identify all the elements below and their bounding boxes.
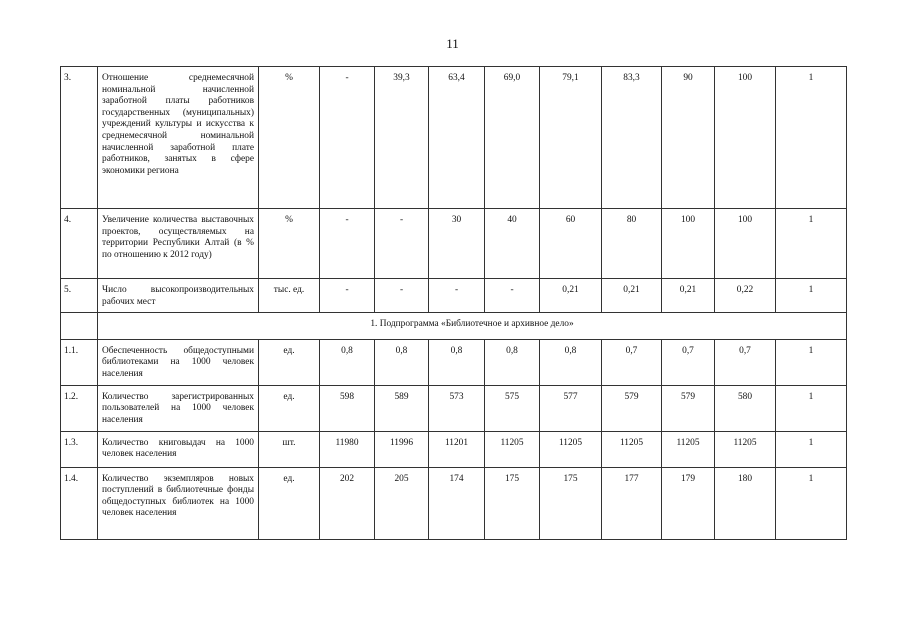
value-cell: 175 — [540, 467, 602, 539]
value-cell: 0,7 — [715, 339, 776, 385]
value-cell: 100 — [715, 209, 776, 279]
table-row — [61, 209, 847, 279]
last-cell: 1 — [776, 67, 847, 209]
last-cell: 1 — [776, 339, 847, 385]
value-cell: 577 — [540, 385, 602, 431]
value-cell: 40 — [485, 209, 540, 279]
value-cell: 0,8 — [540, 339, 602, 385]
unit-cell: ед. — [259, 385, 320, 431]
indicator-name: Количество экземпляров новых поступлений в библиотечные фонды общедоступных библиотек на 1000 человек населения — [98, 467, 259, 539]
indicator-name: Обеспеченность общедоступными библиотеками на 1000 человек населения — [98, 339, 259, 385]
value-cell: 0,8 — [320, 339, 375, 385]
value-cell: 202 — [320, 467, 375, 539]
value-cell: 205 — [375, 467, 429, 539]
value-cell: 579 — [662, 385, 715, 431]
page-number: 11 — [446, 36, 459, 51]
value-cell: 30 — [429, 209, 485, 279]
value-cell: 0,21 — [662, 279, 715, 313]
value-cell: 598 — [320, 385, 375, 431]
row-number: 1.1. — [61, 339, 98, 385]
table-row — [61, 431, 847, 467]
section-row — [61, 313, 847, 340]
table-row — [61, 279, 847, 313]
last-cell: 1 — [776, 385, 847, 431]
table-body — [61, 67, 847, 540]
value-cell: 60 — [540, 209, 602, 279]
table-row — [61, 67, 847, 209]
value-cell: 11205 — [715, 431, 776, 467]
table-row — [61, 385, 847, 431]
row-number — [61, 313, 98, 340]
unit-cell: % — [259, 67, 320, 209]
indicators-table — [60, 66, 847, 540]
value-cell: 0,21 — [540, 279, 602, 313]
value-cell: 589 — [375, 385, 429, 431]
value-cell: 80 — [602, 209, 662, 279]
value-cell: 11996 — [375, 431, 429, 467]
row-number: 1.2. — [61, 385, 98, 431]
value-cell: 580 — [715, 385, 776, 431]
row-number: 1.3. — [61, 431, 98, 467]
value-cell: 11205 — [662, 431, 715, 467]
unit-cell: ед. — [259, 339, 320, 385]
indicator-name: Увеличение количества выставочных проектов, осуществляемых на территории Республики Алтай (в % по отношению к 2012 году) — [98, 209, 259, 279]
indicator-name: Отношение среднемесячной номинальной начисленной заработной платы работников государственных (муниципальных) учреждений культуры и искусства к среднемесячной номинальной начисленной заработной плате работников, занятых в сфере экономики региона — [98, 67, 259, 209]
value-cell: 11205 — [602, 431, 662, 467]
value-cell: 0,7 — [662, 339, 715, 385]
value-cell: 177 — [602, 467, 662, 539]
value-cell: - — [429, 279, 485, 313]
value-cell: - — [485, 279, 540, 313]
unit-cell: ед. — [259, 467, 320, 539]
value-cell: 79,1 — [540, 67, 602, 209]
value-cell: 174 — [429, 467, 485, 539]
indicator-name: Количество зарегистрированных пользователей на 1000 человек населения — [98, 385, 259, 431]
value-cell: 11205 — [485, 431, 540, 467]
value-cell: 0,21 — [602, 279, 662, 313]
unit-cell: шт. — [259, 431, 320, 467]
value-cell: 11205 — [540, 431, 602, 467]
value-cell: - — [375, 279, 429, 313]
value-cell: - — [320, 279, 375, 313]
value-cell: - — [375, 209, 429, 279]
table-row — [61, 467, 847, 539]
value-cell: 0,7 — [602, 339, 662, 385]
value-cell: 11980 — [320, 431, 375, 467]
value-cell: 90 — [662, 67, 715, 209]
value-cell: 180 — [715, 467, 776, 539]
value-cell: 579 — [602, 385, 662, 431]
value-cell: 175 — [485, 467, 540, 539]
value-cell: 0,8 — [375, 339, 429, 385]
last-cell: 1 — [776, 209, 847, 279]
section-title: 1. Подпрограмма «Библиотечное и архивное дело» — [98, 313, 847, 340]
value-cell: 11201 — [429, 431, 485, 467]
unit-cell: тыс. ед. — [259, 279, 320, 313]
last-cell: 1 — [776, 279, 847, 313]
value-cell: 0,8 — [429, 339, 485, 385]
value-cell: 69,0 — [485, 67, 540, 209]
last-cell: 1 — [776, 431, 847, 467]
last-cell: 1 — [776, 467, 847, 539]
value-cell: - — [320, 67, 375, 209]
row-number: 3. — [61, 67, 98, 209]
value-cell: 100 — [662, 209, 715, 279]
value-cell: - — [320, 209, 375, 279]
value-cell: 0,8 — [485, 339, 540, 385]
value-cell: 63,4 — [429, 67, 485, 209]
row-number: 1.4. — [61, 467, 98, 539]
value-cell: 39,3 — [375, 67, 429, 209]
row-number: 4. — [61, 209, 98, 279]
table-row — [61, 339, 847, 385]
indicator-name: Количество книговыдач на 1000 человек населения — [98, 431, 259, 467]
value-cell: 83,3 — [602, 67, 662, 209]
value-cell: 100 — [715, 67, 776, 209]
value-cell: 575 — [485, 385, 540, 431]
unit-cell: % — [259, 209, 320, 279]
row-number: 5. — [61, 279, 98, 313]
value-cell: 0,22 — [715, 279, 776, 313]
indicator-name: Число высокопроизводительных рабочих мест — [98, 279, 259, 313]
value-cell: 179 — [662, 467, 715, 539]
value-cell: 573 — [429, 385, 485, 431]
